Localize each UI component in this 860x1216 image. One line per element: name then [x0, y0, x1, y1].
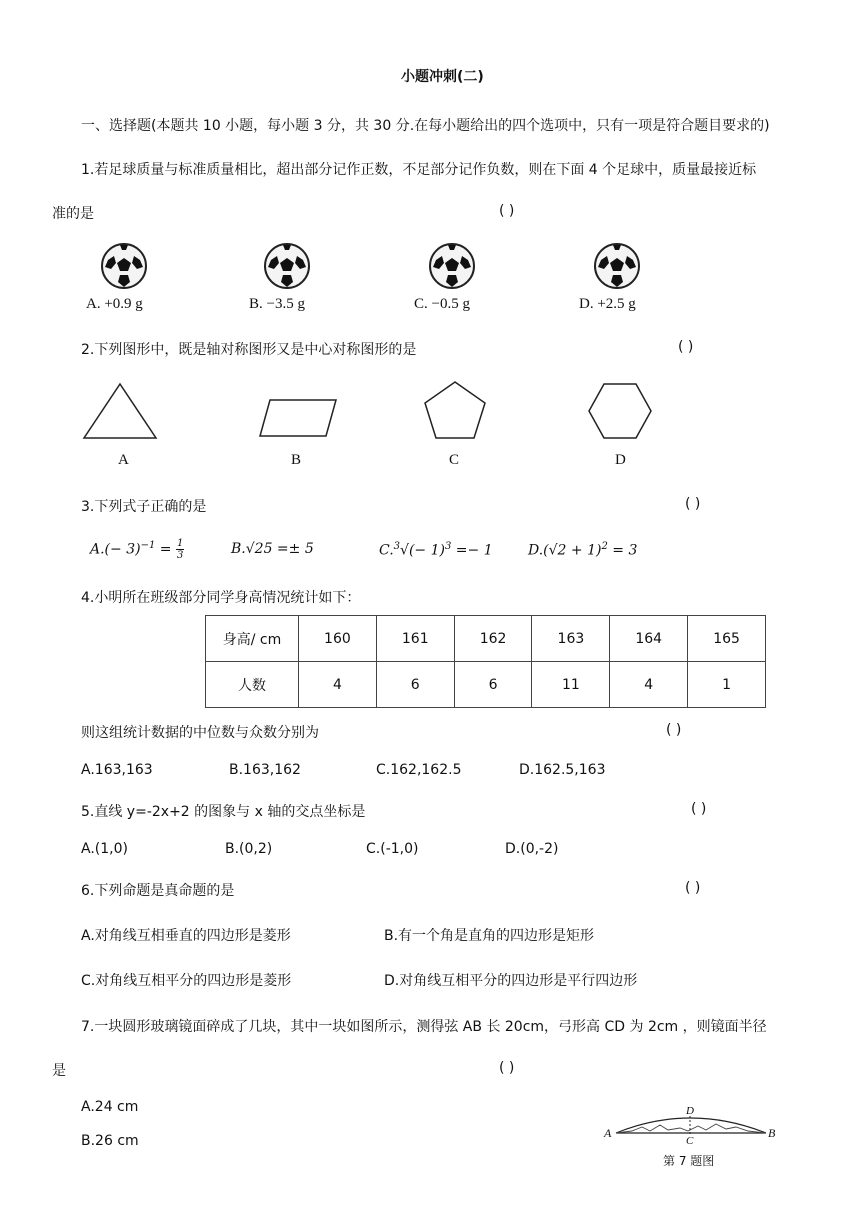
- option-a: A.对角线互相垂直的四边形是菱形: [81, 928, 291, 944]
- point-a-label: A: [604, 1126, 612, 1140]
- table-cell: 11: [532, 662, 610, 708]
- section-header: 一、选择题(本题共 10 小题，每小题 3 分，共 30 分.在每小题给出的四个选项中，只有一项是符合题目要求的): [81, 118, 770, 134]
- question-text: 则这组统计数据的中位数与众数分别为: [81, 725, 319, 741]
- figure-label-a: A: [118, 452, 129, 468]
- parallelogram-figure: [258, 396, 338, 440]
- option-c: C.(-1,0): [366, 841, 419, 857]
- table-cell: 6: [376, 662, 454, 708]
- figure-caption: 第 7 题图: [663, 1154, 715, 1168]
- option-b-formula: B.√25 =± 5: [231, 541, 314, 557]
- question-text: 4.小明所在班级部分同学身高情况统计如下：: [81, 590, 361, 606]
- option-d: D.对角线互相平分的四边形是平行四边形: [384, 973, 638, 989]
- answer-parentheses: ( ): [691, 801, 707, 817]
- table-cell: 164: [610, 616, 688, 662]
- answer-parentheses: ( ): [685, 496, 701, 512]
- option-d-formula: $D.(√2 + 1)^2 = 3$: [528, 541, 638, 559]
- soccer-ball-icon: [428, 242, 476, 290]
- hexagon-figure: [587, 382, 653, 440]
- table-cell: 163: [532, 616, 610, 662]
- option-c: C. −0.5 g: [414, 296, 470, 312]
- soccer-ball-icon: [263, 242, 311, 290]
- table-cell: 1: [688, 662, 766, 708]
- option-d: D. +2.5 g: [579, 296, 636, 312]
- point-c-label: C: [686, 1135, 694, 1147]
- table-cell: 161: [376, 616, 454, 662]
- answer-parentheses: ( ): [685, 880, 701, 896]
- table-cell: 160: [299, 616, 377, 662]
- question-text: 3.下列式子正确的是: [81, 499, 207, 515]
- option-d: D.(0,-2): [505, 841, 559, 857]
- option-c: C.对角线互相平分的四边形是菱形: [81, 973, 292, 989]
- point-b-label: B: [768, 1126, 776, 1140]
- figure-label-b: B: [291, 452, 302, 468]
- mirror-fragment-figure: [602, 1100, 782, 1150]
- figure-label-d: D: [615, 452, 626, 468]
- answer-parentheses: ( ): [499, 1060, 515, 1076]
- answer-parentheses: ( ): [499, 203, 515, 219]
- question-text: 2.下列图形中，既是轴对称图形又是中心对称图形的是: [81, 342, 417, 358]
- option-c: C.162,162.5: [376, 762, 462, 778]
- table-header-count: 人数: [206, 662, 299, 708]
- soccer-ball-icon: [100, 242, 148, 290]
- pentagon-figure: [422, 380, 488, 440]
- height-statistics-table: [205, 615, 766, 708]
- option-b: B. −3.5 g: [249, 296, 305, 312]
- option-a: A. +0.9 g: [86, 296, 143, 312]
- question-text: 1.若足球质量与标准质量相比，超出部分记作正数，不足部分记作负数，则在下面 4 个足球中，质量最接近标: [81, 162, 757, 178]
- option-a: A.(1,0): [81, 841, 128, 857]
- answer-parentheses: ( ): [666, 722, 682, 738]
- table-row: [206, 662, 766, 708]
- option-a-formula: $A.(- 3)^{-1}$ = $\frac{1}{3}$: [90, 538, 184, 561]
- figure-label-c: C: [449, 452, 460, 468]
- page-title: 小题冲刺(二): [401, 69, 484, 85]
- triangle-figure: [82, 382, 158, 440]
- option-b: B.26 cm: [81, 1133, 139, 1149]
- question-text-continued: 准的是: [52, 206, 94, 222]
- option-c-formula: $C.^3√(- 1)^3 =- 1$: [379, 541, 493, 559]
- question-text: 6.下列命题是真命题的是: [81, 883, 235, 899]
- question-text: 5.直线 y=-2x+2 的图象与 x 轴的交点坐标是: [81, 804, 366, 820]
- question-text-continued: 是: [52, 1063, 66, 1079]
- option-a: A.24 cm: [81, 1099, 139, 1115]
- option-b: B.有一个角是直角的四边形是矩形: [384, 928, 595, 944]
- table-cell: 6: [454, 662, 532, 708]
- option-a: A.163,163: [81, 762, 153, 778]
- table-cell: 4: [610, 662, 688, 708]
- table-row: [206, 616, 766, 662]
- table-cell: 4: [299, 662, 377, 708]
- option-d: D.162.5,163: [519, 762, 606, 778]
- table-cell: 162: [454, 616, 532, 662]
- soccer-ball-icon: [593, 242, 641, 290]
- point-d-label: D: [686, 1105, 694, 1117]
- question-text: 7.一块圆形玻璃镜面碎成了几块，其中一块如图所示，测得弦 AB 长 20cm，弓形高 CD 为 2cm ，则镜面半径: [81, 1019, 767, 1035]
- table-header-height: 身高/ cm: [206, 616, 299, 662]
- answer-parentheses: ( ): [678, 339, 694, 355]
- table-cell: 165: [688, 616, 766, 662]
- option-b: B.163,162: [229, 762, 301, 778]
- option-b: B.(0,2): [225, 841, 273, 857]
